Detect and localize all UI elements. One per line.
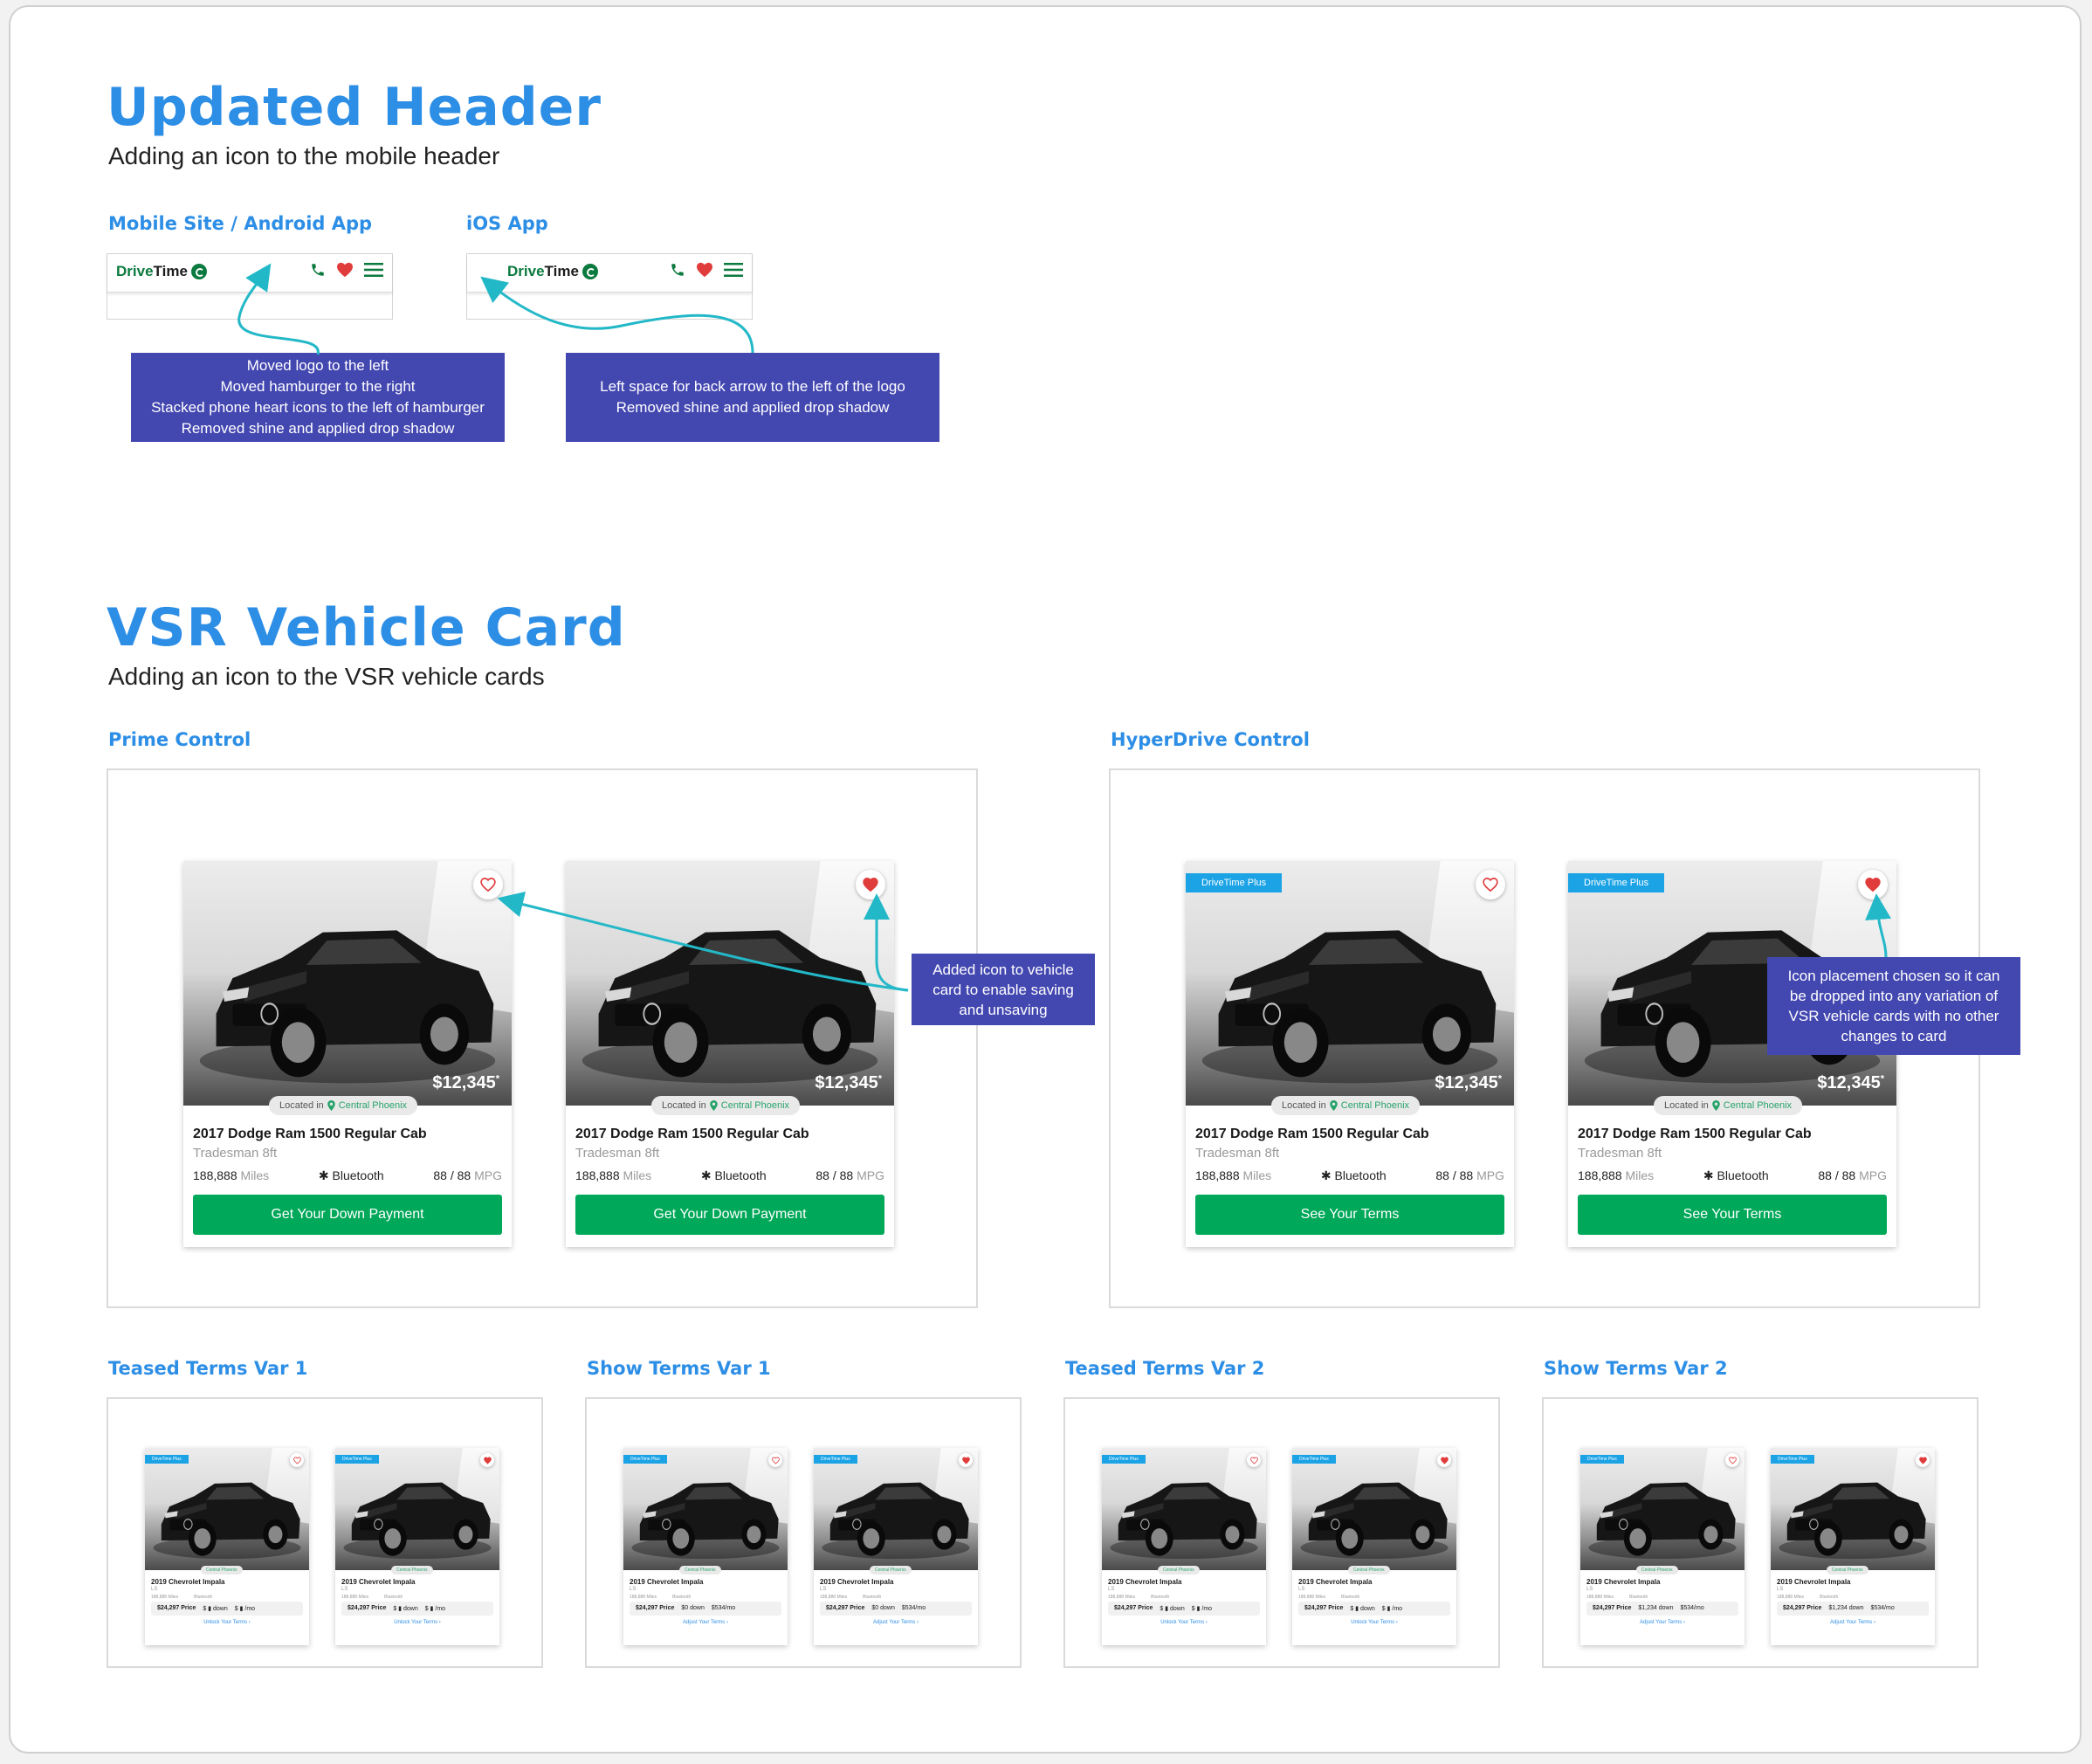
terms-link[interactable]: Adjust Your Terms › (1830, 1620, 1875, 1625)
vehicle-title[interactable]: 2019 Chevrolet Impala (1777, 1578, 1851, 1586)
vehicle-specs: 188,888 Miles Bluetooth (341, 1595, 403, 1600)
terms-values: $24,297 Price $0 down $534/mo (826, 1605, 926, 1611)
arrow-mobile-logo (239, 274, 319, 355)
vehicle-title[interactable]: 2017 Dodge Ram 1500 Regular Cab (1578, 1127, 1812, 1141)
location-pill: Central Phoenix (1636, 1566, 1678, 1575)
drivetime-plus-badge: DriveTime Plus (1186, 873, 1282, 892)
vehicle-trim: LS (1108, 1587, 1115, 1592)
location-pill: Located in Central Phoenix (1654, 1096, 1802, 1115)
get-down-payment-button[interactable]: Get Your Down Payment (193, 1195, 502, 1235)
vehicle-title[interactable]: 2019 Chevrolet Impala (820, 1578, 894, 1586)
feature-spec: ✱ Bluetooth (700, 1168, 767, 1182)
vehicle-title[interactable]: 2019 Chevrolet Impala (1298, 1578, 1373, 1586)
miles-spec: 188,888 Miles (575, 1168, 652, 1182)
drivetime-plus-badge: DriveTime Plus (145, 1455, 189, 1464)
logo-text-drive: Drive (507, 263, 545, 279)
drivetime-plus-badge: DriveTime Plus (335, 1455, 379, 1464)
vehicle-specs: 188,888 Miles Bluetooth (1586, 1595, 1648, 1600)
vehicle-trim: LS (1298, 1587, 1305, 1592)
feature-spec: ✱ Bluetooth (318, 1168, 384, 1182)
prime-control-label: Prime Control (108, 729, 251, 750)
logo-text-drive: Drive (116, 263, 154, 279)
updated-header-subtitle: Adding an icon to the mobile header (108, 142, 500, 169)
location-pill: Central Phoenix (1348, 1566, 1390, 1575)
location-pill: Central Phoenix (201, 1566, 243, 1575)
vehicle-title[interactable]: 2019 Chevrolet Impala (1586, 1578, 1661, 1586)
bluetooth-icon: ✱ (1320, 1168, 1332, 1182)
note-line: changes to card (1841, 1028, 1947, 1044)
mobile-site-label: Mobile Site / Android App (108, 213, 373, 234)
vehicle-title[interactable]: 2017 Dodge Ram 1500 Regular Cab (575, 1127, 809, 1141)
terms-link[interactable]: Adjust Your Terms › (1640, 1620, 1685, 1625)
vehicle-title[interactable]: 2019 Chevrolet Impala (630, 1578, 704, 1586)
location-pill: Located in Central Phoenix (1271, 1096, 1420, 1115)
mpg-spec: 88 / 88 MPG (1818, 1168, 1887, 1182)
note-line: Stacked phone heart icons to the left of hamburger (151, 399, 485, 416)
variant-label-3: Teased Terms Var 2 (1065, 1358, 1265, 1379)
location-pill: Central Phoenix (391, 1566, 433, 1575)
terms-values: $24,297 Price $ ▮ down $ ▮ /mo (1304, 1605, 1403, 1612)
location-pill: Located in Central Phoenix (651, 1096, 800, 1115)
drivetime-plus-badge: DriveTime Plus (814, 1455, 857, 1464)
vehicle-specs: 188,888 Miles Bluetooth (1108, 1595, 1170, 1600)
note-line: Moved logo to the left (246, 357, 389, 374)
arrow-prime-heart-1 (510, 901, 908, 990)
note-line: Left space for back arrow to the left of the logo (600, 378, 905, 395)
vehicle-price: $12,345* (432, 1073, 499, 1092)
mpg-spec: 88 / 88 MPG (815, 1168, 884, 1182)
drivetime-plus-badge: DriveTime Plus (1771, 1455, 1814, 1464)
terms-link[interactable]: Adjust Your Terms › (683, 1620, 728, 1625)
bluetooth-icon: ✱ (700, 1168, 712, 1182)
bluetooth-icon: ✱ (1703, 1168, 1714, 1182)
terms-values: $24,297 Price $ ▮ down $ ▮ /mo (348, 1605, 446, 1612)
terms-link[interactable]: Adjust Your Terms › (873, 1620, 919, 1625)
variant-label-2: Show Terms Var 1 (587, 1358, 771, 1379)
vehicle-specs: 188,888 Miles Bluetooth (820, 1595, 882, 1600)
vehicle-title[interactable]: 2019 Chevrolet Impala (1108, 1578, 1182, 1586)
location-pill: Central Phoenix (870, 1566, 912, 1575)
ios-app-label: iOS App (466, 213, 548, 234)
drivetime-plus-badge: DriveTime Plus (1292, 1455, 1336, 1464)
vehicle-specs: 188,888 Miles Bluetooth (1298, 1595, 1360, 1600)
note-line: Added icon to vehicle (932, 961, 1074, 978)
note-line: Icon placement chosen so it can (1787, 968, 2000, 984)
design-board (9, 5, 2082, 1754)
get-down-payment-button[interactable]: Get Your Down Payment (575, 1195, 884, 1235)
vehicle-price: $12,345* (815, 1073, 882, 1092)
annotation-arrows (10, 7, 2083, 1755)
terms-link[interactable]: Unlock Your Terms › (203, 1620, 251, 1625)
terms-values: $24,297 Price $ ▮ down $ ▮ /mo (157, 1605, 256, 1612)
arrow-ios-logo (491, 285, 753, 353)
vehicle-specs: 188,888 Miles Bluetooth (1777, 1595, 1839, 1600)
arrow-prime-heart-2 (877, 906, 908, 990)
vehicle-specs: 188,888 Miles Bluetooth (151, 1595, 213, 1600)
variant-label-1: Teased Terms Var 1 (108, 1358, 308, 1379)
vehicle-trim: LS (341, 1587, 348, 1592)
terms-link[interactable]: Unlock Your Terms › (1160, 1620, 1208, 1625)
hyperdrive-control-label: HyperDrive Control (1111, 729, 1310, 750)
miles-spec: 188,888 Miles (1578, 1168, 1655, 1182)
drivetime-plus-badge: DriveTime Plus (1580, 1455, 1624, 1464)
mpg-spec: 88 / 88 MPG (433, 1168, 502, 1182)
see-your-terms-button[interactable]: See Your Terms (1195, 1195, 1504, 1235)
vehicle-trim: LS (820, 1587, 827, 1592)
vehicle-title[interactable]: 2017 Dodge Ram 1500 Regular Cab (1195, 1127, 1429, 1141)
terms-link[interactable]: Unlock Your Terms › (1351, 1620, 1398, 1625)
note-line: be dropped into any variation of (1789, 988, 1999, 1004)
vehicle-title[interactable]: 2019 Chevrolet Impala (151, 1578, 225, 1586)
vehicle-price: $12,345* (1817, 1073, 1884, 1092)
vehicle-trim: Tradesman 8ft (575, 1146, 660, 1161)
terms-values: $24,297 Price $0 down $534/mo (636, 1605, 736, 1611)
location-pill: Central Phoenix (1158, 1566, 1200, 1575)
vsr-vehicle-card-title: VSR Vehicle Card (107, 597, 626, 658)
vehicle-price: $12,345* (1435, 1073, 1502, 1092)
vehicle-trim: Tradesman 8ft (1578, 1146, 1662, 1161)
drivetime-plus-badge: DriveTime Plus (1102, 1455, 1146, 1464)
vehicle-trim: LS (1586, 1587, 1593, 1592)
mpg-spec: 88 / 88 MPG (1435, 1168, 1504, 1182)
vehicle-title[interactable]: 2017 Dodge Ram 1500 Regular Cab (193, 1127, 427, 1141)
terms-values: $24,297 Price $1,234 down $534/mo (1593, 1605, 1704, 1611)
miles-spec: 188,888 Miles (193, 1168, 270, 1182)
vehicle-specs: 188,888 Miles Bluetooth (630, 1595, 692, 1600)
note-line: Removed shine and applied drop shadow (616, 399, 890, 416)
note-line: and unsaving (959, 1001, 1048, 1018)
logo-text-time: Time (544, 263, 579, 279)
note-line: Moved hamburger to the right (220, 378, 416, 395)
vehicle-trim: LS (151, 1587, 158, 1592)
miles-spec: 188,888 Miles (1195, 1168, 1272, 1182)
location-pill: Central Phoenix (679, 1566, 721, 1575)
drivetime-plus-badge: DriveTime Plus (1568, 873, 1664, 892)
variant-label-4: Show Terms Var 2 (1544, 1358, 1728, 1379)
logo-text-time: Time (153, 263, 188, 279)
terms-link[interactable]: Unlock Your Terms › (394, 1620, 441, 1625)
note-line: VSR vehicle cards with no other (1788, 1008, 1999, 1024)
note-line: card to enable saving (932, 981, 1074, 998)
terms-values: $24,297 Price $ ▮ down $ ▮ /mo (1114, 1605, 1213, 1612)
location-pill: Located in Central Phoenix (269, 1096, 417, 1115)
location-pill: Central Phoenix (1827, 1566, 1868, 1575)
vsr-vehicle-card-subtitle: Adding an icon to the VSR vehicle cards (108, 663, 545, 690)
bluetooth-icon: ✱ (318, 1168, 329, 1182)
feature-spec: ✱ Bluetooth (1703, 1168, 1769, 1182)
vehicle-trim: LS (1777, 1587, 1784, 1592)
see-your-terms-button[interactable]: See Your Terms (1578, 1195, 1887, 1235)
updated-header-title: Updated Header (107, 77, 602, 138)
note-line: Removed shine and applied drop shadow (181, 420, 455, 437)
drivetime-plus-badge: DriveTime Plus (623, 1455, 667, 1464)
feature-spec: ✱ Bluetooth (1320, 1168, 1387, 1182)
vehicle-title[interactable]: 2019 Chevrolet Impala (341, 1578, 416, 1586)
terms-values: $24,297 Price $1,234 down $534/mo (1783, 1605, 1895, 1611)
arrow-hyper-heart (1877, 906, 1886, 957)
vehicle-trim: LS (630, 1587, 637, 1592)
vehicle-trim: Tradesman 8ft (1195, 1146, 1280, 1161)
vehicle-trim: Tradesman 8ft (193, 1146, 278, 1161)
